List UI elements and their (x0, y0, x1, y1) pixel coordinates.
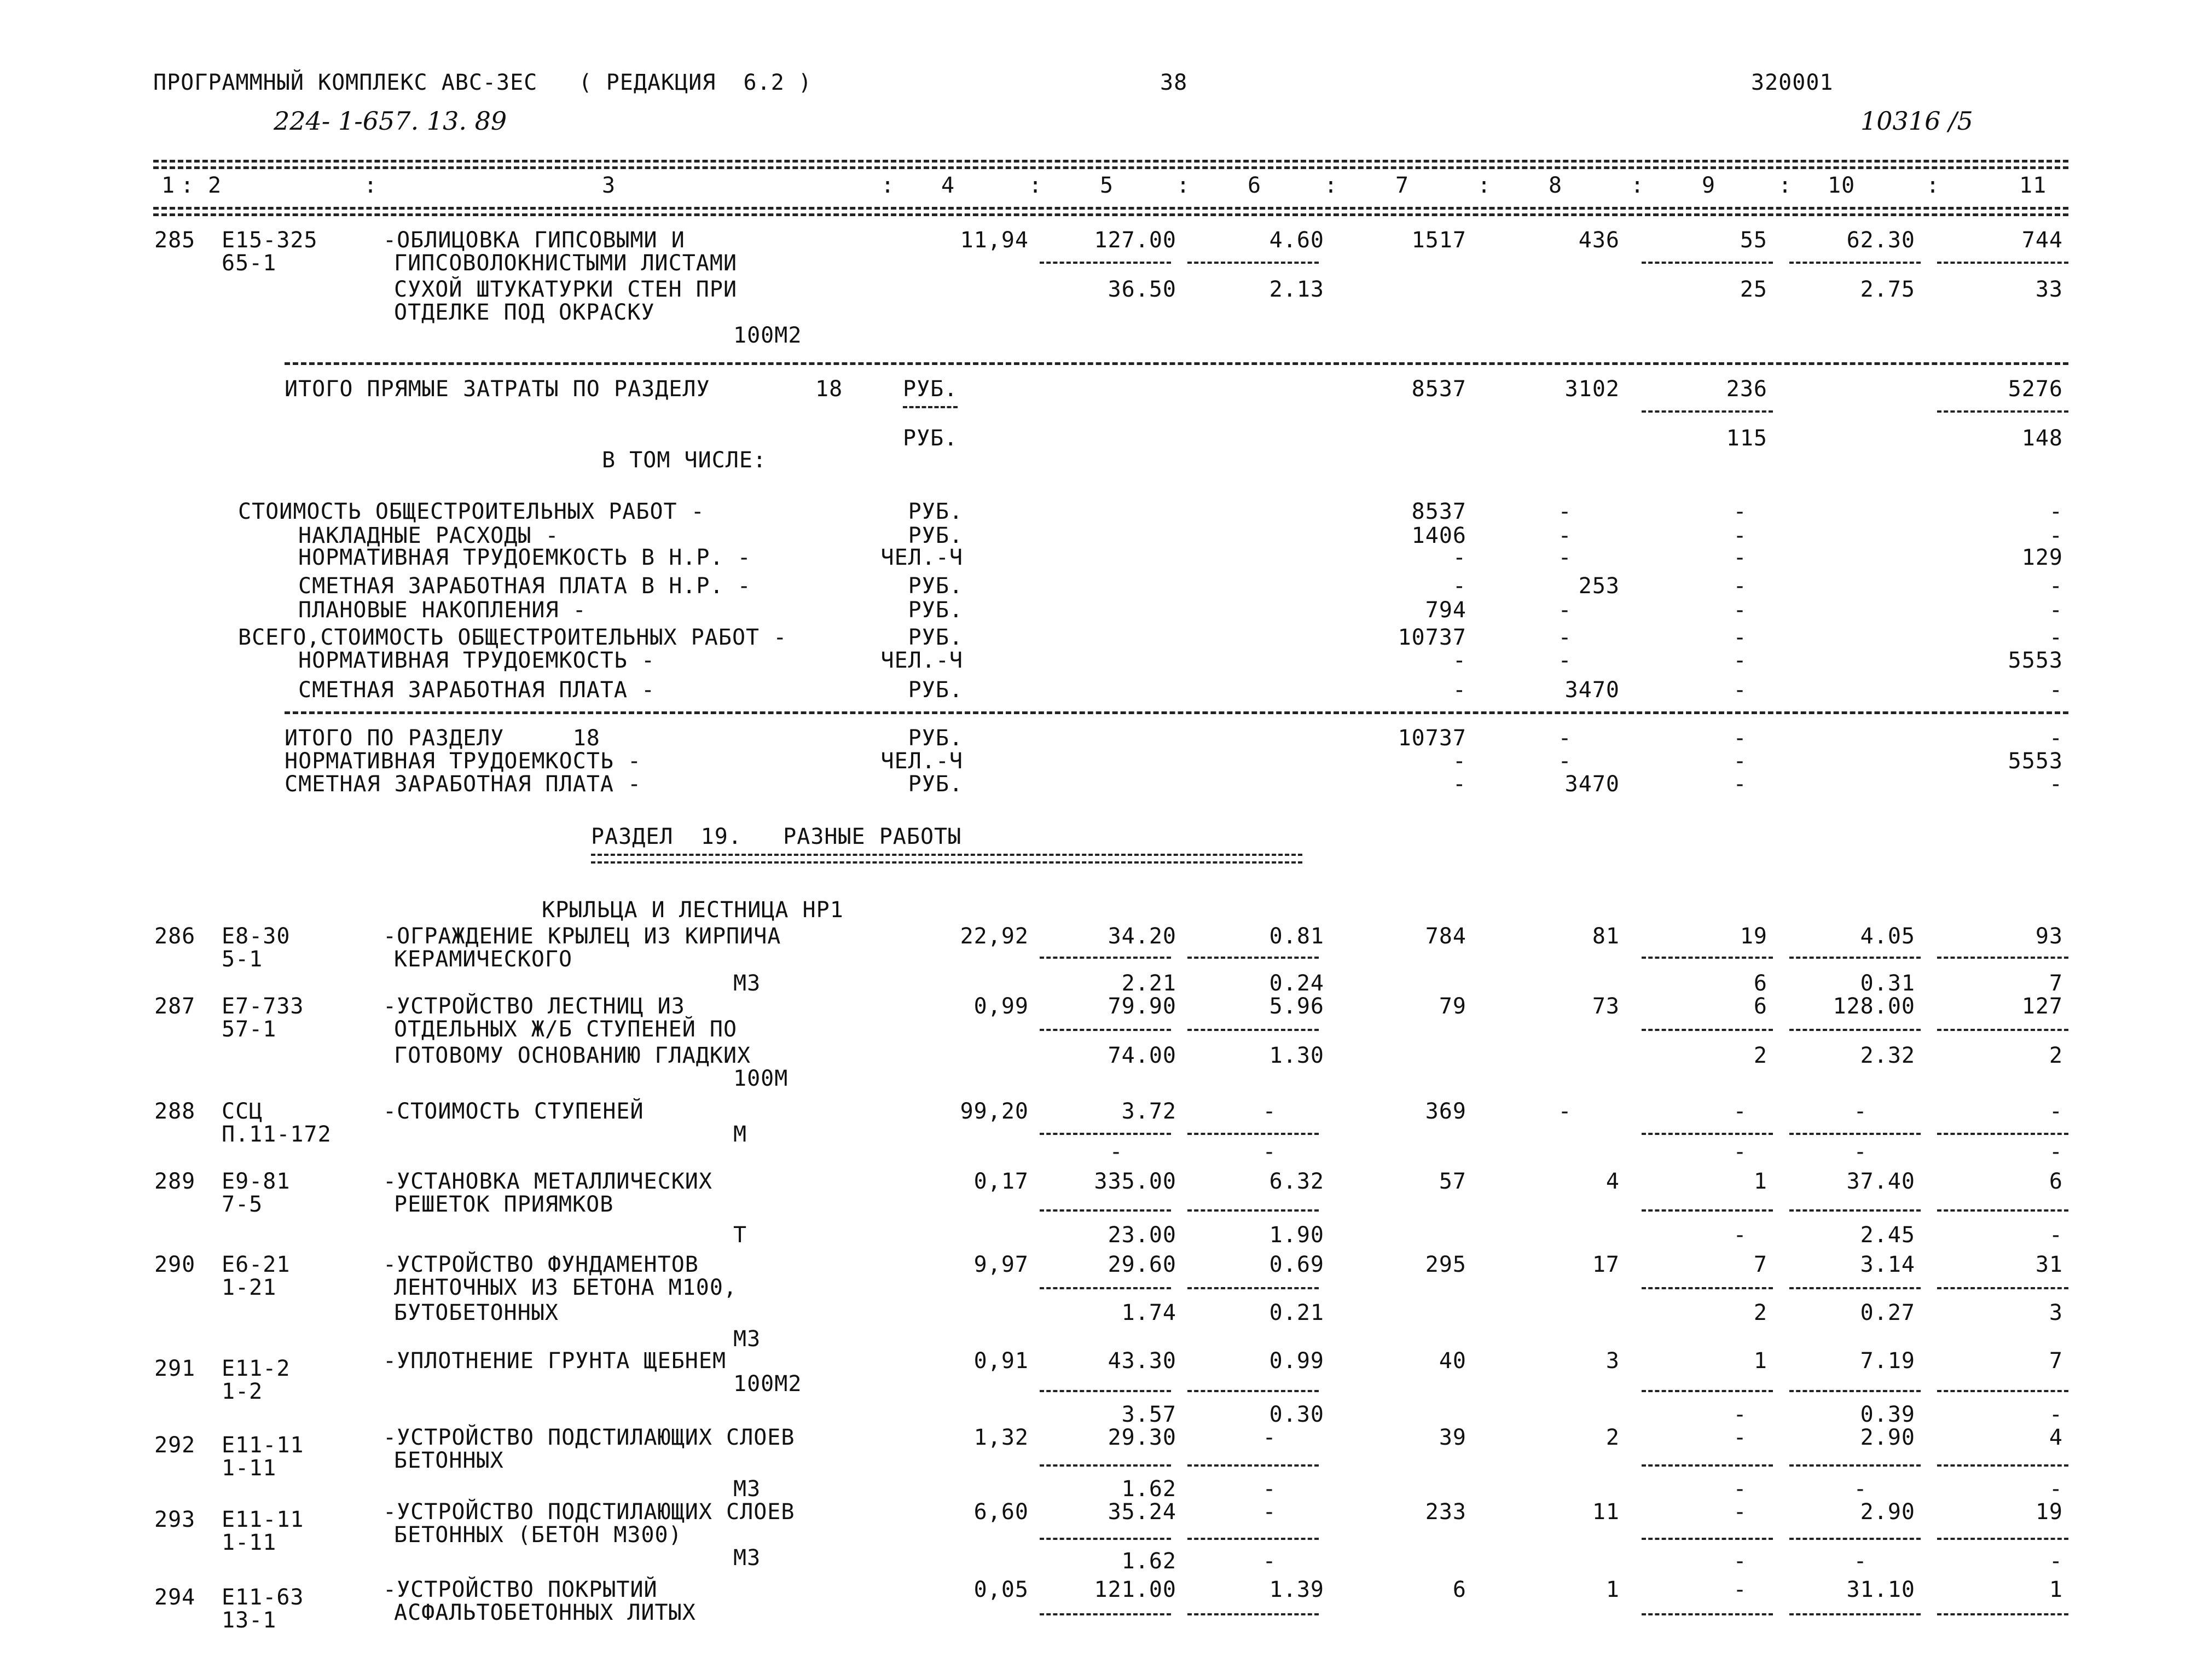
row-number: 292 (154, 1433, 196, 1458)
quantity: 6,60 (973, 1499, 1029, 1525)
norm-code: Е9-81 (222, 1169, 291, 1194)
currency-unit: РУБ. (903, 426, 958, 451)
col-9: 9 (1702, 173, 1716, 198)
total-value: 5553 (2008, 749, 2063, 774)
labor-total: 93 (2035, 924, 2063, 949)
unit-cost-machine: 36.50 (1108, 277, 1176, 302)
section-rule (285, 711, 2068, 714)
work-unit: М3 (733, 1545, 761, 1571)
section-19-subtitle: КРЫЛЬЦА И ЛЕСТНИЦА НР1 (542, 897, 844, 923)
row-number: 294 (154, 1585, 196, 1610)
cost-label: СМЕТНАЯ ЗАРАБОТНАЯ ПЛАТА - (298, 677, 656, 703)
work-unit: Т (733, 1223, 747, 1248)
work-name: ГОТОВОМУ ОСНОВАНИЮ ГЛАДКИХ (394, 1043, 751, 1068)
norm-code-detail: 65-1 (222, 251, 277, 276)
row-number: 288 (154, 1099, 196, 1124)
labor-norm: 2.90 (1860, 1425, 1915, 1450)
cost-label: СТОИМОСТЬ ОБЩЕСТРОИТЕЛЬНЫХ РАБОТ - (238, 499, 705, 524)
quantity: 0,91 (973, 1348, 1029, 1374)
cost-label: СМЕТНАЯ ЗАРАБОТНАЯ ПЛАТА В Н.Р. - (298, 573, 751, 599)
total-wage: 1 (1605, 1577, 1620, 1602)
work-name: -УСТАНОВКА МЕТАЛЛИЧЕСКИХ (383, 1169, 712, 1194)
labor-total: 1 (2049, 1577, 2063, 1602)
work-unit: 100М2 (733, 323, 802, 348)
total-label: СМЕТНАЯ ЗАРАБОТНАЯ ПЛАТА - (285, 772, 642, 797)
total-cost: 784 (1425, 924, 1466, 949)
labor-total: 4 (2049, 1425, 2063, 1450)
total-wage: 2 (1605, 1425, 1620, 1450)
estimate-page: ПРОГРАММНЫЙ КОМПЛЕКС АВС-ЗЕС ( РЕДАКЦИЯ 6.2 ) 38 320001 224- 1-657. 13. 89 10316 /5 1 : 2 : 3 : 4 : 5 : 6 : 7 : 8 : 9 : 10 : 11 285 Е15-325 65-1 -ОБЛИЦОВКА ГИПСОВЫМИ И ГИПСОВОЛОКНИСТЫМИ ЛИСТАМИ СУХОЙ ШТУКАТУРКИ СТЕН ПРИ ОТДЕЛКЕ ПОД ОКРАСКУ 100М2 11,94 127.00 4.60 1517 436 55 62.30 744 36.50 2.13 25 2.75 33 ИТОГО ПРЯМЫЕ ЗАТРАТЫ ПО РАЗДЕЛУ 18 РУБ. 8537 3102 236 5276 РУБ. 115 148 В ТОМ ЧИСЛЕ: СТОИМОСТЬ ОБЩЕСТРОИТЕЛЬНЫХ РАБОТ - РУБ. 8537 - - - НАКЛАДНЫЕ РАСХОДЫ - РУБ. 1406 - - - НОРМАТИВНАЯ ТРУДОЕМКОСТЬ В Н.Р. - ЧЕЛ.-Ч - - - 129 СМЕТНАЯ ЗАРАБОТНАЯ ПЛАТА В Н.Р. - РУБ. - 253 - - ПЛАНОВЫЕ НАКОПЛЕНИЯ - РУБ. 794 - - - ВСЕГО,СТОИМОСТЬ ОБЩЕСТРОИТЕЛЬНЫХ РАБОТ - РУБ. 10737 - - - НОРМАТИВНАЯ ТРУДОЕМКОСТЬ - ЧЕЛ.-Ч - - - 5553 СМЕТНАЯ ЗАРАБОТНАЯ ПЛАТА - РУБ. - 3470 - - ИТОГО ПО РАЗДЕЛУ 18 РУБ. 10737 - - - НОРМАТИВНАЯ ТРУДОЕМКОСТЬ - ЧЕЛ.-Ч - - - 5553 СМЕТНАЯ ЗАРАБОТНАЯ ПЛАТА - РУБ. - 3470 - - РАЗДЕЛ 19. РАЗНЫЕ РАБОТЫ КРЫЛЬЦА И ЛЕСТНИЦА НР1 286 Е8-30 5-1 -ОГРАЖДЕНИЕ КРЫЛЕЦ ИЗ КИРПИЧА КЕРАМИЧЕСКОГО М3 22,92 34.20 0.81 784 81 19 4.05 93 2.21 0.24 6 0.31 7 287 Е7-733 57-1 -УСТРОЙСТВО ЛЕСТНИЦ ИЗ ОТДЕЛЬНЫХ Ж/Б СТУПЕНЕЙ ПО ГОТОВОМУ ОСНОВАНИЮ ГЛАДКИХ 100М 0,99 79.90 5.96 79 73 6 128.00 127 74.00 1.30 2 2.32 2 288 ССЦ П.11-172 -СТОИМОСТЬ СТУПЕНЕЙ М 99,20 3.72 - 369 - - - - - - - - - 289 Е9-81 7-5 -УСТАНОВКА МЕТАЛЛИЧЕСКИХ РЕШЕТОК ПРИЯМКОВ Т 0,17 335.00 6.32 57 4 1 37.40 6 23.00 1.90 - 2.45 - 290 Е6-21 1-21 -УСТРОЙСТВО ФУНДАМЕНТОВ ЛЕНТОЧНЫХ ИЗ БЕТОНА М100, БУТОБЕТОННЫХ М3 9,97 29.60 0.69 295 17 7 3.14 31 1.74 0.21 2 0.27 3 291 Е11-2 1-2 -УПЛОТНЕНИЕ ГРУНТА ЩЕБНЕМ 100М2 0,91 43.30 0.99 40 3 1 7.19 7 3.57 0.30 - 0.39 - 292 Е11-11 1-11 -УСТРОЙСТВО ПОДСТИЛАЮЩИХ СЛОЕВ БЕТОННЫХ М3 1,32 29.30 - 39 2 - 2.90 4 1.62 - - - - 293 Е11-11 1-11 -УСТРОЙСТВО ПОДСТИЛАЮЩИХ СЛОЕВ БЕТОННЫХ (БЕТОН М300) М3 6,60 35.24 - 233 11 - 2.90 19 1.62 - - - - 294 Е11-63 13-1 -УСТРОЙСТВО ПОКРЫТИЙ АСФАЛЬТОБЕТОННЫХ ЛИТЫХ 0,05 121.00 1.39 6 1 - 31.10 1 (0, 0, 2197, 1680)
machine-cost: 1 (1753, 1348, 1767, 1374)
total-cost: 1517 (1411, 228, 1466, 253)
header-rule-top (153, 160, 2068, 163)
total-cost: 57 (1439, 1169, 1466, 1194)
work-unit: М3 (733, 1326, 761, 1352)
total-wage: 11 (1592, 1499, 1620, 1525)
norm-code: Е8-30 (222, 924, 291, 949)
quantity: 99,20 (960, 1099, 1029, 1124)
total-wage: - (1558, 1099, 1572, 1124)
work-name: -УСТРОЙСТВО ПОКРЫТИЙ (383, 1577, 658, 1602)
norm-code: Е11-11 (222, 1433, 304, 1458)
header-rule-top-2 (153, 166, 2068, 169)
labor-norm: 37.40 (1846, 1169, 1915, 1194)
machine-cost: 19 (1740, 924, 1767, 949)
cost-value: 5553 (2008, 648, 2063, 673)
row-number: 285 (154, 228, 196, 253)
total-cost: 369 (1425, 1099, 1466, 1124)
cost-unit: РУБ. (908, 499, 963, 524)
handwritten-project-number: 224- 1-657. 13. 89 (274, 106, 507, 136)
norm-code: Е7-733 (222, 994, 304, 1019)
total-cost: 233 (1425, 1499, 1466, 1525)
norm-code-detail: 57-1 (222, 1017, 277, 1042)
header-rule-bottom (153, 207, 2068, 210)
unit-wage: 1.39 (1269, 1577, 1324, 1602)
total-wage: 3 (1605, 1348, 1620, 1374)
norm-code: ССЦ (222, 1099, 263, 1124)
unit-cost: 335.00 (1094, 1169, 1176, 1194)
machine-cost: 7 (1753, 1252, 1767, 1277)
machine-cost: - (1733, 1577, 1747, 1602)
norm-code-detail: 7-5 (222, 1192, 263, 1217)
machine-cost: - (1733, 1425, 1747, 1450)
quantity: 0,17 (973, 1169, 1029, 1194)
labor-total: 7 (2049, 1348, 2063, 1374)
total-wage: 73 (1592, 994, 1620, 1019)
labor-norm: 2.90 (1860, 1499, 1915, 1525)
direct-labor-total: 5276 (2008, 376, 2063, 402)
unit-wage: 4.60 (1269, 228, 1324, 253)
row-number: 293 (154, 1507, 196, 1532)
work-name: ОТДЕЛКЕ ПОД ОКРАСКУ (394, 300, 655, 325)
machine-wage: 25 (1740, 277, 1767, 302)
labor-total: 6 (2049, 1169, 2063, 1194)
total-label: ИТОГО ПО РАЗДЕЛУ 18 (285, 726, 600, 751)
quantity: 11,94 (960, 228, 1029, 253)
cost-value: 253 (1578, 573, 1620, 599)
cost-label: ПЛАНОВЫЕ НАКОПЛЕНИЯ - (298, 598, 587, 623)
work-name: ОТДЕЛЬНЫХ Ж/Б СТУПЕНЕЙ ПО (394, 1017, 738, 1042)
cost-value: 10737 (1398, 625, 1466, 650)
total-cost: 40 (1439, 1348, 1466, 1374)
work-name: СУХОЙ ШТУКАТУРКИ СТЕН ПРИ (394, 277, 738, 302)
work-unit: 100М2 (733, 1371, 802, 1397)
total-unit: РУБ. (908, 772, 963, 797)
work-name: КЕРАМИЧЕСКОГО (394, 947, 573, 972)
labor-norm: 3.14 (1860, 1252, 1915, 1277)
page-number: 38 (1160, 70, 1188, 95)
norm-code: Е11-11 (222, 1507, 304, 1532)
cost-value: 1406 (1411, 523, 1466, 548)
labor-total: 31 (2035, 1252, 2063, 1277)
unit-cost: 43.30 (1108, 1348, 1176, 1374)
norm-code-detail: 1-11 (222, 1530, 277, 1555)
total-cost: 6 (1452, 1577, 1466, 1602)
unit-cost: 29.30 (1108, 1425, 1176, 1450)
work-name: РЕШЕТОК ПРИЯМКОВ (394, 1192, 614, 1217)
norm-code: Е15-325 (222, 228, 318, 253)
program-title: ПРОГРАММНЫЙ КОМПЛЕКС АВС-ЗЕС ( РЕДАКЦИЯ 6.2 ) (153, 70, 812, 95)
document-code: 320001 (1751, 70, 1834, 95)
unit-cost: 29.60 (1108, 1252, 1176, 1277)
work-unit: М3 (733, 1476, 761, 1502)
labor-norm: 31.10 (1846, 1577, 1915, 1602)
norm-code: Е6-21 (222, 1252, 291, 1277)
labor-total: 744 (2021, 228, 2063, 253)
total-wage: 81 (1592, 924, 1620, 949)
total-wage: 17 (1592, 1252, 1620, 1277)
col-11: 11 (2019, 173, 2047, 198)
work-unit: 100М (733, 1066, 789, 1091)
section-rule (285, 362, 2068, 365)
row-number: 291 (154, 1356, 196, 1381)
direct-machine-labor: 148 (2021, 426, 2063, 451)
cost-value: 3470 (1564, 677, 1620, 703)
row-number: 290 (154, 1252, 196, 1277)
machine-labor-norm: 2.75 (1860, 277, 1915, 302)
row-number: 287 (154, 994, 196, 1019)
handwritten-sheet-number: 10316 /5 (1860, 106, 1973, 136)
cost-unit: РУБ. (908, 625, 963, 650)
work-name: -УСТРОЙСТВО ПОДСТИЛАЮЩИХ СЛОЕВ (383, 1499, 795, 1525)
work-unit: М3 (733, 971, 761, 996)
col-8: 8 (1549, 173, 1563, 198)
cost-label: ВСЕГО,СТОИМОСТЬ ОБЩЕСТРОИТЕЛЬНЫХ РАБОТ - (238, 625, 787, 650)
unit-wage: - (1262, 1425, 1277, 1450)
total-cost: 79 (1439, 994, 1466, 1019)
work-name: ГИПСОВОЛОКНИСТЫМИ ЛИСТАМИ (394, 251, 738, 276)
labor-total: - (2049, 1099, 2063, 1124)
work-name: -УСТРОЙСТВО ФУНДАМЕНТОВ (383, 1252, 699, 1277)
including-label: В ТОМ ЧИСЛЕ: (602, 448, 767, 473)
unit-wage: - (1262, 1499, 1277, 1525)
labor-norm: - (1853, 1099, 1868, 1124)
work-name: -ОБЛИЦОВКА ГИПСОВЫМИ И (383, 228, 685, 253)
total-cost: 39 (1439, 1425, 1466, 1450)
col-7: 7 (1395, 173, 1410, 198)
cost-label: НАКЛАДНЫЕ РАСХОДЫ - (298, 523, 559, 548)
section-number: 18 (815, 376, 843, 402)
work-name: -СТОИМОСТЬ СТУПЕНЕЙ (383, 1099, 644, 1124)
cost-unit: РУБ. (908, 598, 963, 623)
direct-total-cost: 8537 (1411, 376, 1466, 402)
section-title-underline (591, 854, 1302, 864)
unit-cost: 121.00 (1094, 1577, 1176, 1602)
work-unit: М (733, 1122, 747, 1147)
section-19-title: РАЗДЕЛ 19. РАЗНЫЕ РАБОТЫ (591, 824, 962, 849)
unit-wage: 0.69 (1269, 1252, 1324, 1277)
row-number: 289 (154, 1169, 196, 1194)
machine-labor-total: 33 (2035, 277, 2063, 302)
work-name: АСФАЛЬТОБЕТОННЫХ ЛИТЫХ (394, 1600, 696, 1625)
total-label: НОРМАТИВНАЯ ТРУДОЕМКОСТЬ - (285, 749, 642, 774)
cost-value: 129 (2021, 545, 2063, 570)
work-name: ЛЕНТОЧНЫХ ИЗ БЕТОНА М100, (394, 1275, 738, 1300)
quantity: 0,99 (973, 994, 1029, 1019)
cost-value: 8537 (1411, 499, 1466, 524)
norm-code-detail: 1-21 (222, 1275, 277, 1300)
total-value: 3470 (1564, 772, 1620, 797)
norm-code: Е11-63 (222, 1585, 304, 1610)
unit-wage: - (1262, 1099, 1277, 1124)
col-10: 10 (1828, 173, 1856, 198)
unit-wage-machine: 2.13 (1269, 277, 1324, 302)
total-value: 10737 (1398, 726, 1466, 751)
norm-code-detail: 13-1 (222, 1608, 277, 1633)
labor-norm: 62.30 (1846, 228, 1915, 253)
cost-label: НОРМАТИВНАЯ ТРУДОЕМКОСТЬ - (298, 648, 656, 673)
machine-cost: 55 (1740, 228, 1767, 253)
col-3: 3 (602, 173, 616, 198)
norm-code-detail: П.11-172 (222, 1122, 332, 1147)
labor-total: 127 (2021, 994, 2063, 1019)
unit-wage: 0.81 (1269, 924, 1324, 949)
machine-cost: - (1733, 1499, 1747, 1525)
currency-unit: РУБ. (903, 376, 958, 402)
norm-code-detail: 1-11 (222, 1456, 277, 1481)
cost-value: 794 (1425, 598, 1466, 623)
unit-cost: 127.00 (1094, 228, 1176, 253)
work-name: БУТОБЕТОННЫХ (394, 1300, 559, 1325)
cost-unit: РУБ. (908, 573, 963, 599)
direct-total-wage: 3102 (1564, 376, 1620, 402)
unit-cost: 35.24 (1108, 1499, 1176, 1525)
col-2: 2 (208, 173, 222, 198)
cost-unit: ЧЕЛ.-Ч (880, 648, 963, 673)
row-number: 286 (154, 924, 196, 949)
work-name: -УПЛОТНЕНИЕ ГРУНТА ЩЕБНЕМ (383, 1348, 727, 1374)
col-6: 6 (1248, 173, 1262, 198)
total-wage: 4 (1605, 1169, 1620, 1194)
header-rule-bottom-2 (153, 213, 2068, 216)
norm-code: Е11-2 (222, 1356, 291, 1381)
col-5: 5 (1100, 173, 1114, 198)
col-4: 4 (941, 173, 955, 198)
quantity: 0,05 (973, 1577, 1029, 1602)
machine-cost: - (1733, 1099, 1747, 1124)
work-name: -УСТРОЙСТВО ПОДСТИЛАЮЩИХ СЛОЕВ (383, 1425, 795, 1450)
unit-cost: 79.90 (1108, 994, 1176, 1019)
quantity: 1,32 (973, 1425, 1029, 1450)
direct-machine-wage: 115 (1726, 426, 1767, 451)
total-unit: ЧЕЛ.-Ч (880, 749, 963, 774)
labor-total: 19 (2035, 1499, 2063, 1525)
work-name: БЕТОННЫХ (БЕТОН М300) (394, 1522, 682, 1548)
work-name: -ОГРАЖДЕНИЕ КРЫЛЕЦ ИЗ КИРПИЧА (383, 924, 781, 949)
unit-cost: 34.20 (1108, 924, 1176, 949)
total-cost: 295 (1425, 1252, 1466, 1277)
direct-machine-cost: 236 (1726, 376, 1767, 402)
cost-label: НОРМАТИВНАЯ ТРУДОЕМКОСТЬ В Н.Р. - (298, 545, 751, 570)
total-unit: РУБ. (908, 726, 963, 751)
cost-unit: РУБ. (908, 523, 963, 548)
col-1: 1 (161, 173, 176, 198)
direct-costs-label: ИТОГО ПРЯМЫЕ ЗАТРАТЫ ПО РАЗДЕЛУ (285, 376, 710, 402)
machine-cost: 6 (1753, 994, 1767, 1019)
unit-wage: 0.99 (1269, 1348, 1324, 1374)
unit-wage: 5.96 (1269, 994, 1324, 1019)
work-name: БЕТОННЫХ (394, 1448, 504, 1473)
norm-code-detail: 1-2 (222, 1379, 263, 1404)
labor-norm: 7.19 (1860, 1348, 1915, 1374)
cost-unit: ЧЕЛ.-Ч (880, 545, 963, 570)
labor-norm: 4.05 (1860, 924, 1915, 949)
labor-norm: 128.00 (1833, 994, 1915, 1019)
quantity: 22,92 (960, 924, 1029, 949)
work-name: -УСТРОЙСТВО ЛЕСТНИЦ ИЗ (383, 994, 685, 1019)
norm-code-detail: 5-1 (222, 947, 263, 972)
cost-unit: РУБ. (908, 677, 963, 703)
unit-cost: 3.72 (1121, 1099, 1176, 1124)
total-wage: 436 (1578, 228, 1620, 253)
machine-cost: 1 (1753, 1169, 1767, 1194)
quantity: 9,97 (973, 1252, 1029, 1277)
unit-wage: 6.32 (1269, 1169, 1324, 1194)
